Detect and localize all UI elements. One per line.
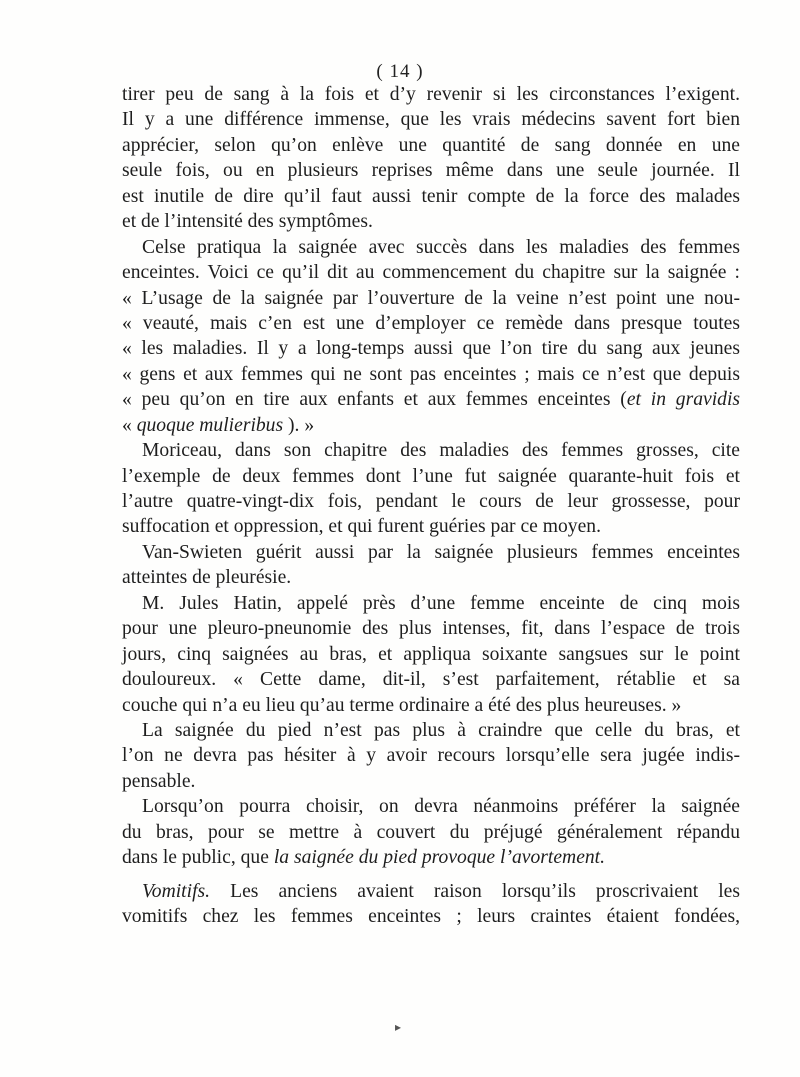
text-line: Lorsqu’on pourra choisir, on devra néanmoins préférer la saignée xyxy=(142,796,740,818)
text-line: M. Jules Hatin, appelé près d’une femme enceinte de cinq mois xyxy=(142,592,740,614)
quote-text: « peu qu’on en tire aux enfants et aux femmes enceintes ( xyxy=(122,389,627,411)
text-line: enceintes. Voici ce qu’il dit au commencement du chapitre sur la saignée : xyxy=(122,262,740,284)
quote-line xyxy=(122,387,740,412)
text-line: Van-Swieten guérit aussi par la saignée plusieurs femmes enceintes xyxy=(142,541,740,563)
text-line: du bras, pour se mettre à couvert du préjugé généralement répandu xyxy=(122,821,740,843)
text-line xyxy=(122,879,740,904)
text-line: douloureux. « Cette dame, dit-il, s’est parfaitement, rétablie et sa xyxy=(122,669,740,691)
italic-phrase: la saignée du pied provoque l’avortement. xyxy=(273,847,606,869)
text-line: jours, cinq saignées au bras, et appliqua soixante sangsues sur le point xyxy=(122,643,740,665)
page-number: ( 14 ) xyxy=(376,61,424,82)
quote-line: « veauté, mais c’en est une d’employer ce remède dans presque toutes xyxy=(122,312,740,334)
latin-phrase: et in gravidis xyxy=(626,389,741,411)
text-line: couche qui n’a eu lieu qu’au terme ordinaire a été des plus heureuses. » xyxy=(122,694,682,716)
text-line: est inutile de dire qu’il faut aussi tenir compte de la force des malades xyxy=(122,185,740,207)
latin-phrase: quoque mulieribus xyxy=(136,414,284,436)
section-heading: Vomitifs. xyxy=(142,880,211,902)
quote-line: « L’usage de la saignée par l’ouverture de la veine n’est point une nou- xyxy=(122,287,740,309)
quote-line xyxy=(122,413,740,438)
quote-close: ). » xyxy=(283,414,315,436)
paragraph-gap xyxy=(122,871,740,879)
text-line: pensable. xyxy=(122,770,196,792)
text-line: et de l’intensité des symptômes. xyxy=(122,211,373,233)
text-run: Les anciens avaient raison lorsqu’ils proscrivaient les xyxy=(210,880,740,902)
footer-mark: ▸ xyxy=(395,1020,402,1034)
text-line: Il y a une différence immense, que les vrais médecins savent fort bien xyxy=(122,109,740,131)
text-line: apprécier, selon qu’on enlève une quantité de sang donnée en une xyxy=(122,134,740,156)
text-line xyxy=(122,845,740,870)
quote-line: « gens et aux femmes qui ne sont pas enceintes ; mais ce n’est que depuis xyxy=(122,363,740,385)
text-line: Celse pratiqua la saignée avec succès dans les maladies des femmes xyxy=(142,236,740,258)
text-line: l’autre quatre-vingt-dix fois, pendant le cours de leur grossesse, pour xyxy=(122,491,740,512)
text-line: Moriceau, dans son chapitre des maladies des femmes grosses, cite xyxy=(142,440,740,462)
body-text xyxy=(122,82,740,929)
text-line: l’exemple de deux femmes dont l’une fut saignée quarante-huit fois et xyxy=(122,465,740,487)
text-line: pour une pleuro-pneunomie des plus intenses, fit, dans l’espace de trois xyxy=(122,618,740,640)
text-run: dans le public, que xyxy=(122,847,274,869)
text-line: tirer peu de sang à la fois et d’y revenir si les circonstances l’exigent. xyxy=(122,84,740,105)
quote-line: « les maladies. Il y a long-temps aussi que l’on tire du sang aux jeunes xyxy=(122,338,740,360)
quote-mark: « xyxy=(122,414,137,436)
text-line: vomitifs chez les femmes enceintes ; leurs craintes étaient fondées, xyxy=(122,906,740,927)
text-line: atteintes de pleurésie. xyxy=(122,567,292,589)
text-line: l’on ne devra pas hésiter à y avoir recours lorsqu’elle sera jugée indis- xyxy=(122,745,740,767)
text-line: La saignée du pied n’est pas plus à craindre que celle du bras, et xyxy=(142,719,740,741)
text-line: seule fois, ou en plusieurs reprises même dans une seule journée. Il xyxy=(122,160,740,182)
text-line: suffocation et oppression, et qui furent guéries par ce moyen. xyxy=(122,516,601,538)
